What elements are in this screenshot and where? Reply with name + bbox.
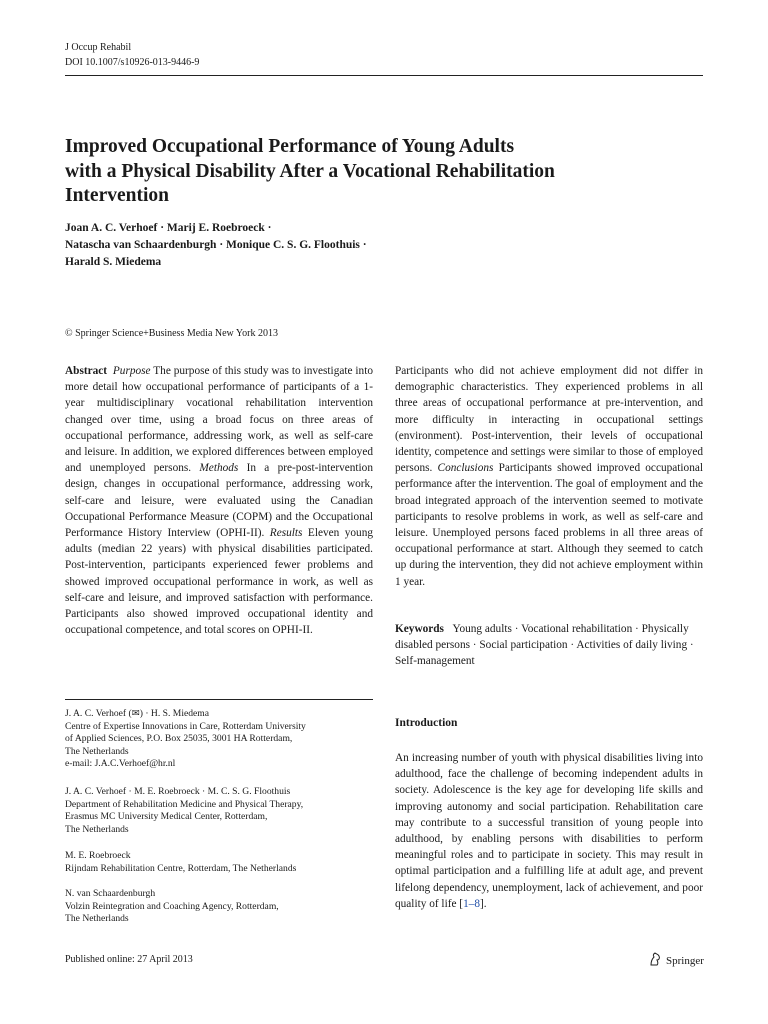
citation-link[interactable]: 1–8 (463, 897, 481, 910)
keywords-text: Young adults · Vocational rehabilitation · Physically disabled persons · Social participation · Activities of daily living · Self-management (395, 623, 694, 668)
introduction-heading: Introduction (395, 717, 458, 729)
journal-name: J Occup Rehabil (65, 42, 132, 53)
abstract-right-column: Participants who did not achieve employment did not differ in demographic characteristics. They experienced problems in all three areas of occupational performance at pre-intervention, and more difficulty in interacting in occupational settings (environment). Post-intervention, their levels of occupational identity, competence and settings were similar to those of employed persons. Conclusions Participants showed improved occupational performance after the intervention. The goal of employment and the broad integrated approach of the intervention seemed to motivate participants to resolve problems in work, as well as self-care and leisure. Unemployed persons faced problems in all three areas of occupational performance at start. Although they seemed to catch up during the intervention, they did not achieve employment within 1 year. (395, 365, 703, 588)
affiliation-1: J. A. C. Verhoef (✉) · H. S. Miedema Centre of Expertise Innovations in Care, Rotterdam University of Applied Sciences, P.O. Box 25035, 3001 HA Rotterdam, The Netherlands e-mail: J.A.C.Verhoef@hr.nl (65, 708, 306, 770)
doi: DOI 10.1007/s10926-013-9446-9 (65, 57, 200, 68)
keywords (395, 621, 703, 670)
publisher-name: Springer (666, 954, 704, 967)
results-label: Results (269, 527, 303, 540)
affiliation-3: M. E. Roebroeck Rijndam Rehabilitation Centre, Rotterdam, The Netherlands (65, 850, 297, 874)
journal-header (65, 40, 199, 70)
methods-label: Methods (199, 462, 239, 475)
article-title: Improved Occupational Performance of Young Adults with a Physical Disability After a Vocational Rehabilitation Intervention (65, 136, 555, 206)
springer-horse-logo-icon (648, 952, 662, 969)
email-link[interactable]: e-mail: J.A.C.Verhoef@hr.nl (65, 758, 176, 770)
abstract-label: Abstract (65, 365, 108, 377)
header-divider (65, 75, 703, 76)
copyright-notice: © Springer Science+Business Media New York 2013 (65, 328, 278, 339)
abstract-left-column: Abstract Purpose The purpose of this study was to investigate into more detail how occupational performance of participants of a 1-year multidisciplinary vocational rehabilitation intervention changed over time, using a broad focus on three areas of occupational performance, addressing work, as well as self-care and leisure. In addition, we explored differences between employed and unemployed persons. Methods In a pre-post-intervention design, changes in occupational performance, addressing work, self-care and leisure, were evaluated using the Canadian Occupational Performance Measure (COPM) and the Occupational Performance History Interview (OPHI-II). Results Eleven young adults (median 22 years) with physical disabilities participated. Post-intervention, participants experienced fewer problems and showed improved occupational performance in work, as well as self-care and leisure, and improved satisfaction with performance. Participants also showed improved occupational identity and occupational competence, and total scores on OPHI-II. (65, 365, 374, 637)
publisher-logo (648, 952, 704, 969)
introduction-text: An increasing number of youth with physical disabilities living into adulthood, face the challenge of becoming independent adults in society. Adolescence is the key age for developing life skills and improving autonomy and social participation. Rehabilitation care may contribute to a successful transition of young people into adulthood, by enabling persons with disabilities to perform meaningful roles and to participate in society. This may result in optimal participation and a fulfilling life at adult age, and prevent lifelong dependency, unemployment, lack of achievement, and poor quality of life [1–8]. (395, 752, 703, 910)
published-date: Published online: 27 April 2013 (65, 954, 193, 965)
keywords-label: Keywords (395, 623, 444, 635)
author-list: Joan A. C. Verhoef · Marij E. Roebroeck · Natascha van Schaardenburgh · Monique C. S. G. Floothuis · Harald S. Miedema (65, 222, 367, 268)
affiliation-4: N. van Schaardenburgh Volzin Reintegration and Coaching Agency, Rotterdam, The Netherlands (65, 888, 279, 925)
purpose-label: Purpose (112, 365, 151, 377)
affiliation-divider (65, 699, 373, 700)
affiliation-2: J. A. C. Verhoef · M. E. Roebroeck · M. C. S. G. Floothuis Department of Rehabilitation Medicine and Physical Therapy, Erasmus MC University Medical Center, Rotterdam, The Netherlands (65, 786, 304, 835)
conclusions-label: Conclusions (437, 462, 494, 475)
